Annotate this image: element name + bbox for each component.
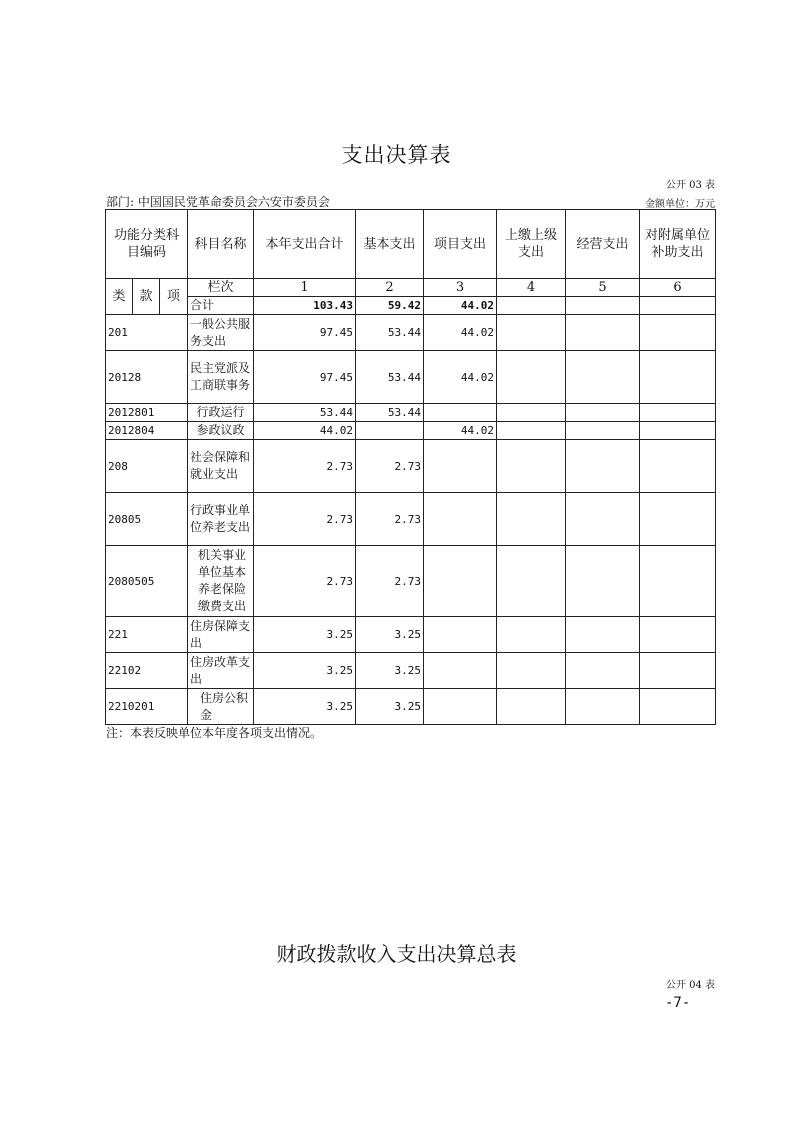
col-number-2: 2 <box>356 279 424 297</box>
page-title: 支出决算表 <box>341 143 452 167</box>
row-basic: 2.73 <box>356 440 424 493</box>
table-row <box>106 351 716 404</box>
row-basic: 2.73 <box>356 493 424 546</box>
totals-row <box>106 297 716 315</box>
table-row <box>106 422 716 440</box>
row-project <box>424 440 497 493</box>
row-total: 2.73 <box>254 546 356 617</box>
row-name: 住房公积金 <box>188 689 254 725</box>
header-subsidy: 对附属单位补助支出 <box>640 210 716 279</box>
table-row <box>106 315 716 351</box>
header-basic: 基本支出 <box>356 210 424 279</box>
page-number: -7- <box>665 995 691 1011</box>
header-kuan: 款 <box>133 279 160 315</box>
row-project: 44.02 <box>424 315 497 351</box>
header-row <box>106 210 716 279</box>
row-code: 221 <box>106 617 188 653</box>
row-total: 3.25 <box>254 653 356 689</box>
row-project <box>424 689 497 725</box>
row-name: 参政议政 <box>188 422 254 440</box>
row-name: 住房改革支出 <box>188 653 254 689</box>
row-total: 3.25 <box>254 689 356 725</box>
row-total: 3.25 <box>254 617 356 653</box>
row-basic: 2.73 <box>356 546 424 617</box>
row-project <box>424 404 497 422</box>
row-total: 2.73 <box>254 440 356 493</box>
row-basic: 53.44 <box>356 315 424 351</box>
col-number-3: 3 <box>424 279 497 297</box>
row-name: 社会保障和就业支出 <box>188 440 254 493</box>
row-basic: 3.25 <box>356 617 424 653</box>
header-lei: 类 <box>106 279 133 315</box>
header-upper: 上缴上级支出 <box>497 210 566 279</box>
row-project: 44.02 <box>424 422 497 440</box>
form-number: 公开 03 表 <box>665 180 715 191</box>
row-project <box>424 546 497 617</box>
next-form-number: 公开 04 表 <box>665 980 715 991</box>
header-xiang: 项 <box>160 279 188 315</box>
row-code: 20128 <box>106 351 188 404</box>
table-row <box>106 440 716 493</box>
row-project: 44.02 <box>424 351 497 404</box>
table-row <box>106 493 716 546</box>
row-code: 2012804 <box>106 422 188 440</box>
column-number-row <box>106 279 716 297</box>
col-number-1: 1 <box>254 279 356 297</box>
header-total: 本年支出合计 <box>254 210 356 279</box>
row-code: 20805 <box>106 493 188 546</box>
row-total: 97.45 <box>254 315 356 351</box>
row-name: 一般公共服务支出 <box>188 315 254 351</box>
row-total: 97.45 <box>254 351 356 404</box>
header-business: 经营支出 <box>566 210 640 279</box>
row-basic: 3.25 <box>356 689 424 725</box>
row-code: 201 <box>106 315 188 351</box>
row-code: 2012801 <box>106 404 188 422</box>
row-name: 行政运行 <box>188 404 254 422</box>
row-name: 行政事业单位养老支出 <box>188 493 254 546</box>
table-row <box>106 617 716 653</box>
header-name: 科目名称 <box>188 210 254 279</box>
row-basic: 53.44 <box>356 404 424 422</box>
row-total: 53.44 <box>254 404 356 422</box>
amount-unit: 金额单位：万元 <box>645 199 715 210</box>
row-basic: 53.44 <box>356 351 424 404</box>
col-number-6: 6 <box>640 279 716 297</box>
row-name: 民主党派及工商联事务 <box>188 351 254 404</box>
row-code: 22102 <box>106 653 188 689</box>
table-row <box>106 689 716 725</box>
totals-label: 合计 <box>188 297 254 315</box>
department-label: 部门: 中国国民党革命委员会六安市委员会 <box>106 195 330 209</box>
header-project: 项目支出 <box>424 210 497 279</box>
table-note: 注：本表反映单位本年度各项支出情况。 <box>106 726 323 740</box>
row-project <box>424 617 497 653</box>
totals-total: 103.43 <box>254 297 356 315</box>
row-basic <box>356 422 424 440</box>
col-number-4: 4 <box>497 279 566 297</box>
row-name: 机关事业单位基本养老保险缴费支出 <box>188 546 254 617</box>
row-name: 住房保障支出 <box>188 617 254 653</box>
totals-basic: 59.42 <box>356 297 424 315</box>
col-number-5: 5 <box>566 279 640 297</box>
row-code: 2210201 <box>106 689 188 725</box>
row-total: 44.02 <box>254 422 356 440</box>
table-row <box>106 546 716 617</box>
row-total: 2.73 <box>254 493 356 546</box>
table-row <box>106 653 716 689</box>
header-lanci: 栏次 <box>188 279 254 297</box>
expenditure-table <box>105 209 716 725</box>
table-row <box>106 404 716 422</box>
row-code: 208 <box>106 440 188 493</box>
header-func-code: 功能分类科目编码 <box>106 210 188 279</box>
next-table-title: 财政拨款收入支出决算总表 <box>276 942 517 966</box>
totals-project: 44.02 <box>424 297 497 315</box>
row-basic: 3.25 <box>356 653 424 689</box>
row-project <box>424 653 497 689</box>
row-project <box>424 493 497 546</box>
row-code: 2080505 <box>106 546 188 617</box>
